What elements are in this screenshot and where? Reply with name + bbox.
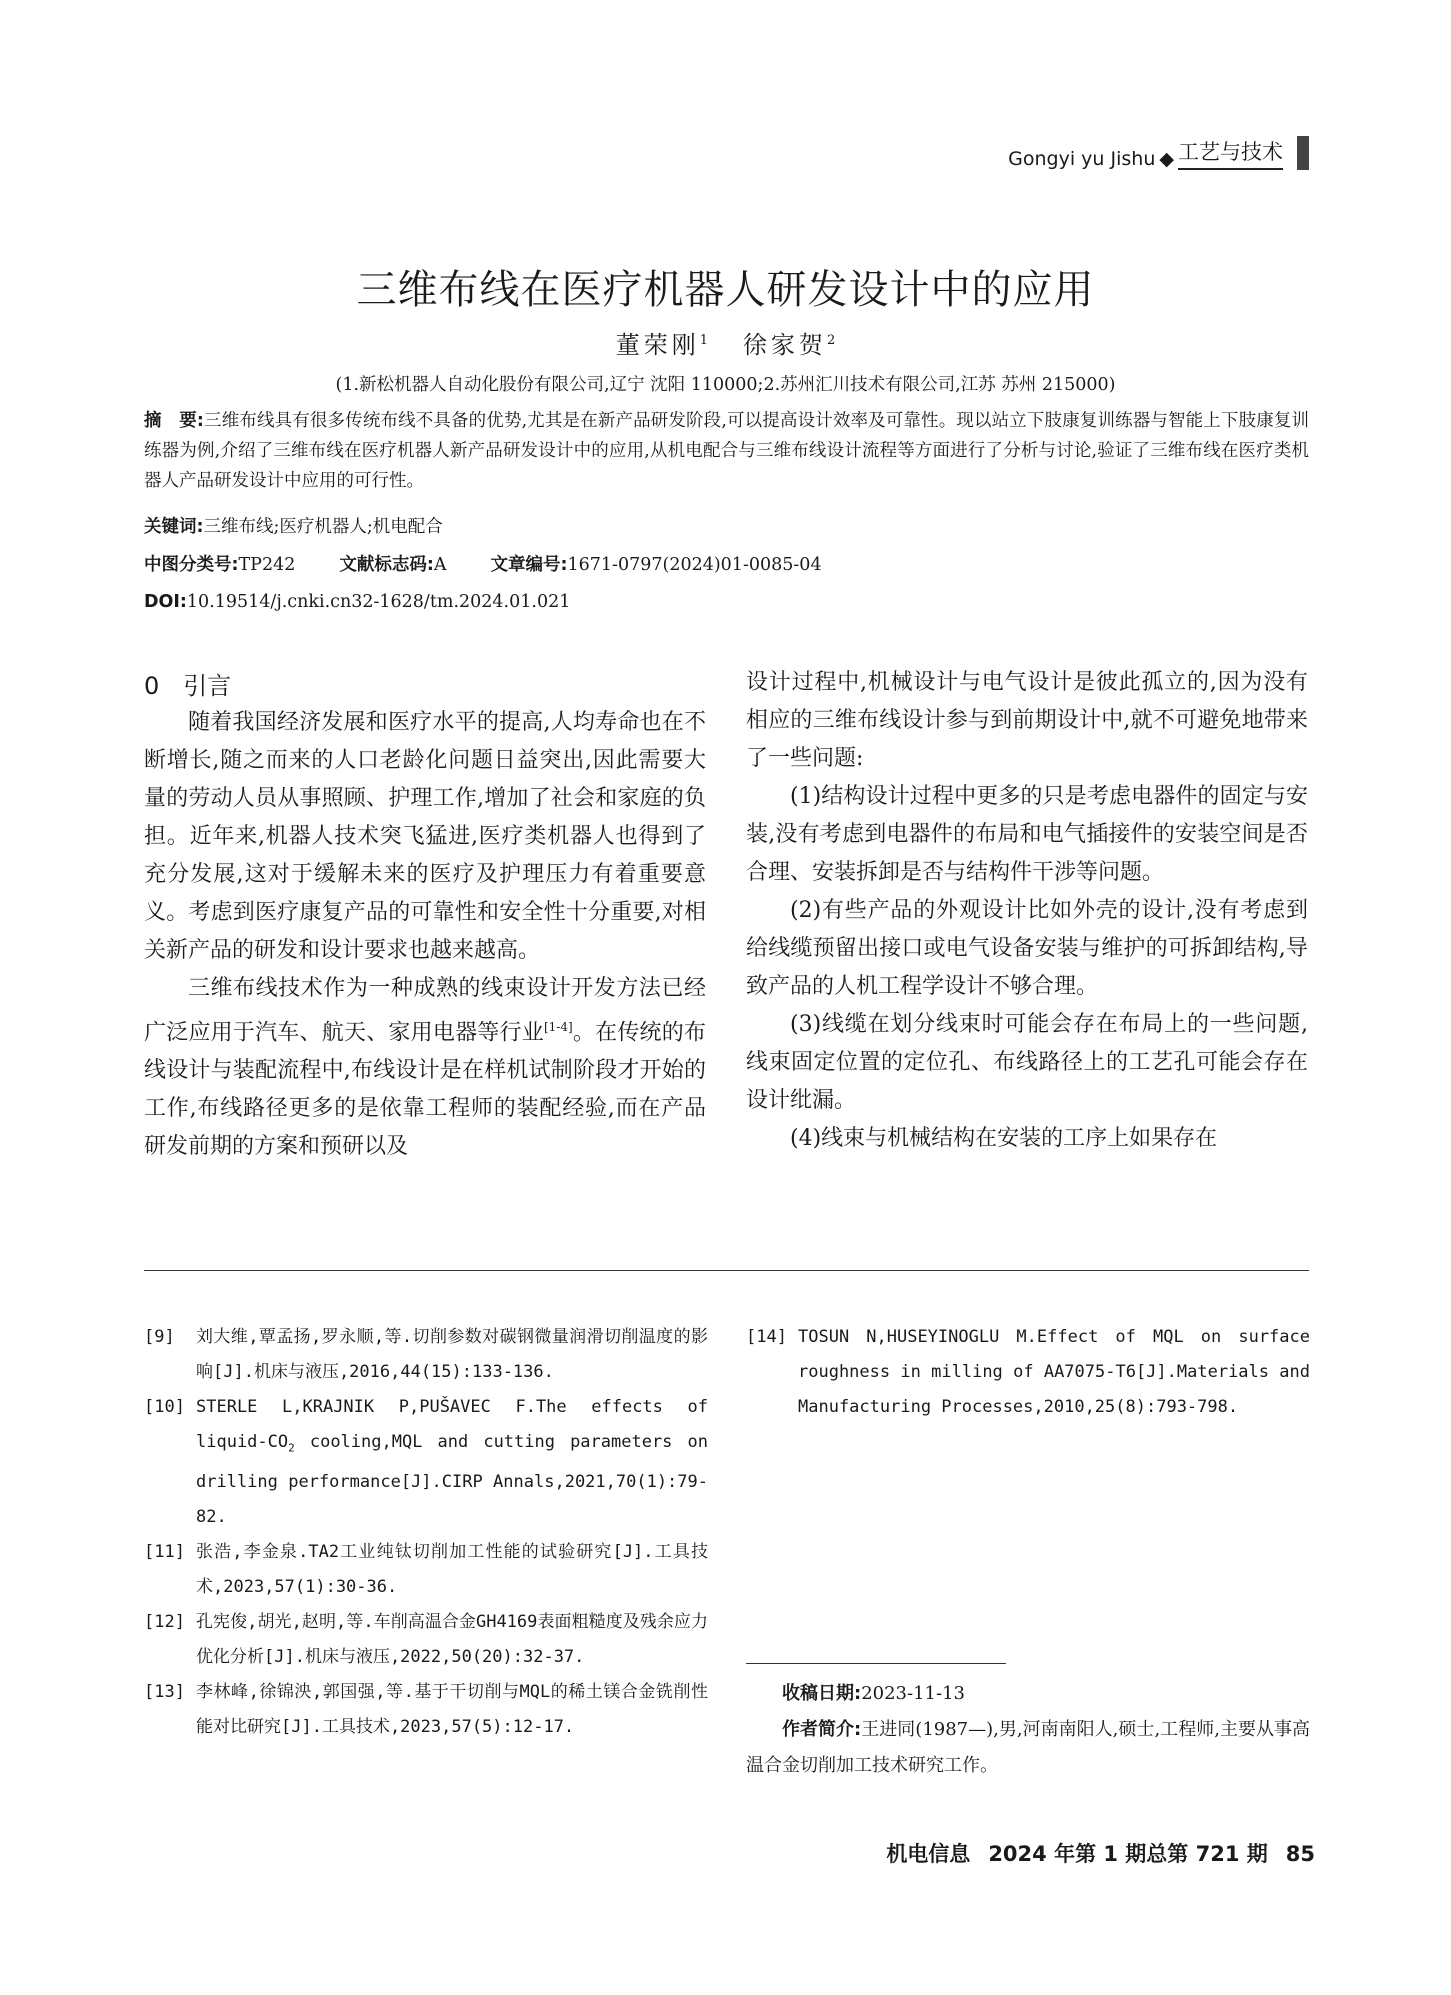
affiliation: (1.新松机器人自动化股份有限公司,辽宁 沈阳 110000;2.苏州汇川技术有限公司,江苏 苏州 215000) [335, 375, 1116, 395]
page-footer [868, 1838, 1315, 1868]
author-affil-index: 2 [826, 333, 836, 348]
divider [144, 1270, 1309, 1271]
article-no-label: 文章编号: [490, 555, 568, 575]
header-section: 工艺与技术 [1178, 136, 1283, 170]
page-number: 85 [1285, 1842, 1315, 1866]
diamond-icon: ◆ [1159, 148, 1174, 170]
doc-code-value: A [433, 555, 447, 575]
body-paragraph: (4)线束与机械结构在安装的工序上如果存在 [790, 1126, 1218, 1151]
keywords-text: 三维布线;医疗机器人;机电配合 [203, 517, 443, 537]
author-name: 董荣刚 [615, 331, 700, 359]
body-column-left [144, 704, 706, 1166]
author-affil-index: 1 [699, 333, 709, 348]
keywords [144, 512, 1309, 542]
body-paragraph: 设计过程中,机械设计与电气设计是彼此孤立的,因为没有相应的三维布线设计参与到前期设计中,就不可避免地带来了一些问题: [746, 670, 1308, 771]
abstract-label: 摘 要: [144, 411, 204, 431]
abstract [144, 406, 1309, 496]
body-column-right [746, 664, 1308, 1158]
section-number: 0 [144, 672, 160, 700]
reference-item: [14] TOSUN N,HUSEYINOGLU M.Effect of MQL on surface roughness in milling of AA7075-T6[J].Materials and Manufacturing Processes,2010,25(8):793-798. [746, 1327, 1310, 1417]
paper-title: 三维布线在医疗机器人研发设计中的应用 [356, 267, 1095, 313]
doi [144, 587, 1309, 617]
author-name: 徐家贺 [742, 331, 827, 359]
reference-item: [10] STERLE L,KRAJNIK P,PUŠAVEC F.The effects of liquid-$CO_2$ cooling,MQL and cutting parameters on drilling performance[J].CIRP Annals,2021,70(1):79-82. [144, 1397, 708, 1528]
authors [0, 325, 1451, 360]
footer-issue: 2024 年第 1 期总第 721 期 [988, 1842, 1268, 1866]
doi-label: DOI: [144, 592, 187, 612]
reference-item: [13] 李林峰,徐锦泱,郭国强,等.基于干切削与MQL的稀土镁合金铣削性能对比研究[J].工具技术,2023,57(5):12-17. [144, 1682, 708, 1738]
body-paragraph: 随着我国经济发展和医疗水平的提高,人均寿命也在不断增长,随之而来的人口老龄化问题日益突出,因此需要大量的劳动人员从事照顾、护理工作,增加了社会和家庭的负担。近年来,机器人技术突飞猛进,医疗类机器人也得到了充分发展,这对于缓解未来的医疗及护理压力有着重要意义。考虑到医疗康复产品的可靠性和安全性十分重要,对相关新产品的研发和设计要求也越来越高。 [144, 710, 706, 963]
section-title: 引言 [183, 672, 232, 700]
references-right [746, 1320, 1310, 1425]
article-no-value: 1671-0797(2024)01-0085-04 [567, 555, 822, 575]
footer-journal: 机电信息 [886, 1842, 971, 1866]
body-paragraph: 三维布线技术作为一种成熟的线束设计开发方法已经广泛应用于汽车、航天、家用电器等行业[1-4]。在传统的布线设计与装配流程中,布线设计是在样机试制阶段才开始的工作,布线路径更多的是依靠工程师的装配经验,而在产品研发前期的方案和预研以及 [144, 976, 706, 1160]
doc-code-label: 文献标志码: [339, 555, 434, 575]
received-date: 收稿日期:2023-11-13 [782, 1683, 965, 1704]
body-paragraph: (3)线缆在划分线束时可能会存在布局上的一些问题,线束固定位置的定位孔、布线路径上的工艺孔可能会存在设计纰漏。 [746, 1012, 1308, 1113]
keywords-label: 关键词: [144, 517, 204, 537]
reference-item: [9] 刘大维,覃孟扬,罗永顺,等.切削参数对碳钢微量润滑切削温度的影响[J].机床与液压,2016,44(15):133-136. [144, 1327, 708, 1382]
header-pinyin: Gongyi yu Jishu [1008, 148, 1156, 170]
clc-value: TP242 [238, 555, 296, 575]
classification-line [144, 550, 1309, 580]
reference-item: [12] 孔宪俊,胡光,赵明,等.车削高温合金GH4169表面粗糙度及残余应力优化分析[J].机床与液压,2022,50(20):32-37. [144, 1612, 708, 1668]
clc-label: 中图分类号: [144, 555, 239, 575]
reference-item: [11] 张浩,李金泉.TA2工业纯钛切削加工性能的试验研究[J].工具技术,2023,57(1):30-36. [144, 1542, 708, 1598]
doi-value: 10.19514/j.cnki.cn32-1628/tm.2024.01.021 [186, 592, 571, 612]
body-paragraph: (1)结构设计过程中更多的只是考虑电器件的固定与安装,没有考虑到电器件的布局和电气插接件的安装空间是否合理、安装拆卸是否与结构件干涉等问题。 [746, 784, 1308, 885]
section-heading [144, 666, 231, 701]
running-header [1008, 130, 1309, 170]
footnotes [746, 1676, 1310, 1784]
footnote-divider [746, 1663, 1006, 1664]
body-paragraph: (2)有些产品的外观设计比如外壳的设计,没有考虑到给线缆预留出接口或电气设备安装与维护的可拆卸结构,导致产品的人机工程学设计不够合理。 [746, 898, 1308, 999]
author-bio: 作者简介:王进同(1987—),男,河南南阳人,硕士,工程师,主要从事高温合金切削加工技术研究工作。 [746, 1719, 1310, 1776]
citation: [1-4] [543, 1020, 573, 1034]
header-bar-icon [1297, 136, 1309, 170]
abstract-text: 三维布线具有很多传统布线不具备的优势,尤其是在新产品研发阶段,可以提高设计效率及可靠性。现以站立下肢康复训练器与智能上下肢康复训练器为例,介绍了三维布线在医疗机器人新产品研发设计中的应用,从机电配合与三维布线设计流程等方面进行了分析与讨论,验证了三维布线在医疗类机器人产品研发设计中应用的可行性。 [144, 411, 1309, 491]
references-left [144, 1320, 708, 1745]
